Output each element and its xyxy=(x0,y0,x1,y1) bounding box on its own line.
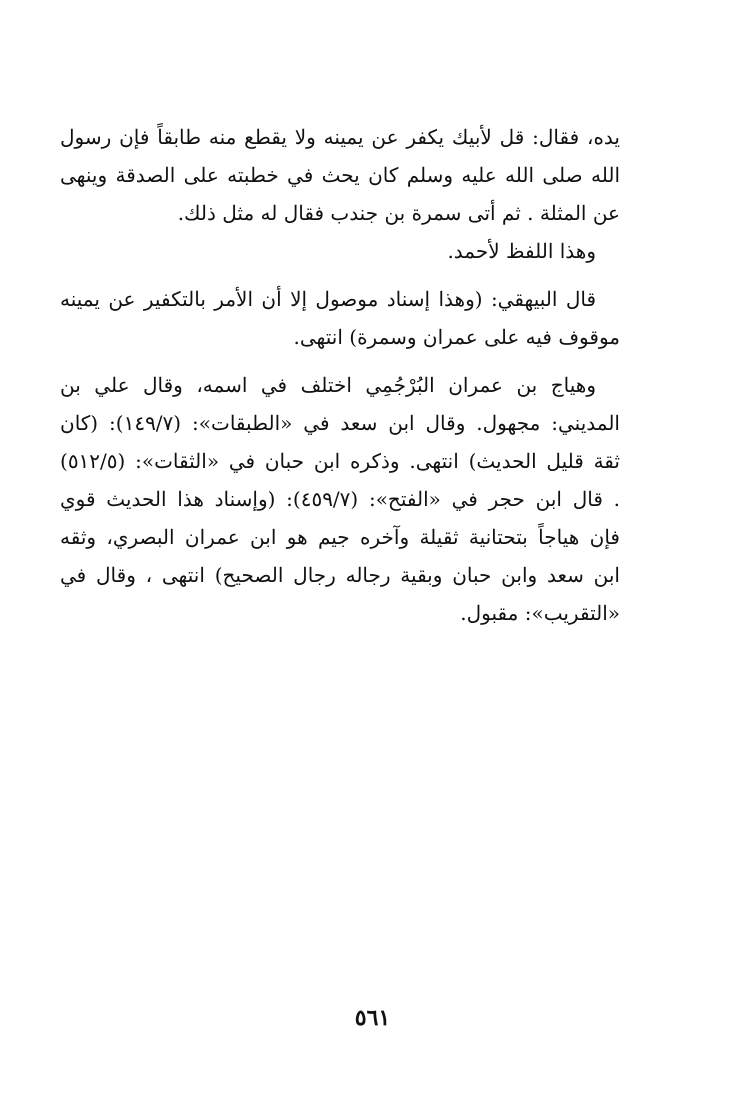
text-line: قال البيهقي: (وهذا إسناد موصول إلا أن الأمر بالتكفير عن يمينه xyxy=(60,287,596,311)
paragraph-spacer xyxy=(60,356,620,366)
text-line: وهذا اللفظ لأحمد. xyxy=(447,239,596,263)
text-line: المديني: مجهول. وقال ابن سعد في «الطبقات»: (١٤٩/٧): (كان xyxy=(60,411,620,435)
text-line: يده، فقال: قل لأبيك يكفر عن يمينه ولا يقطع منه طابقاً فإن رسول xyxy=(60,125,620,149)
text-line: الله صلى الله عليه وسلم كان يحث في خطبته على الصدقة وينهى xyxy=(60,163,620,187)
paragraph-spacer xyxy=(60,270,620,280)
text-line: موقوف فيه على عمران وسمرة) انتهى. xyxy=(293,325,620,349)
text-line: ابن سعد وابن حبان وبقية رجاله رجال الصحيح) انتهى ، وقال في xyxy=(60,563,620,587)
text-line: وهياج بن عمران البُرْجُمِي اختلف في اسمه، وقال علي بن xyxy=(60,373,596,397)
text-line: ثقة قليل الحديث) انتهى. وذكره ابن حبان في «الثقات»: (٥١٢/٥) xyxy=(60,449,620,473)
text-line: فإن هياجاً بتحتانية ثقيلة وآخره جيم هو ابن عمران البصري، وثقه xyxy=(60,525,620,549)
page-number: ٥٦١ xyxy=(354,1005,391,1031)
body-text xyxy=(60,118,620,632)
text-line: . قال ابن حجر في «الفتح»: (٤٥٩/٧): (وإسناد هذا الحديث قوي xyxy=(60,487,620,511)
text-line: عن المثلة . ثم أتى سمرة بن جندب فقال له مثل ذلك. xyxy=(177,201,620,225)
text-line: «التقريب»: مقبول. xyxy=(460,601,620,625)
